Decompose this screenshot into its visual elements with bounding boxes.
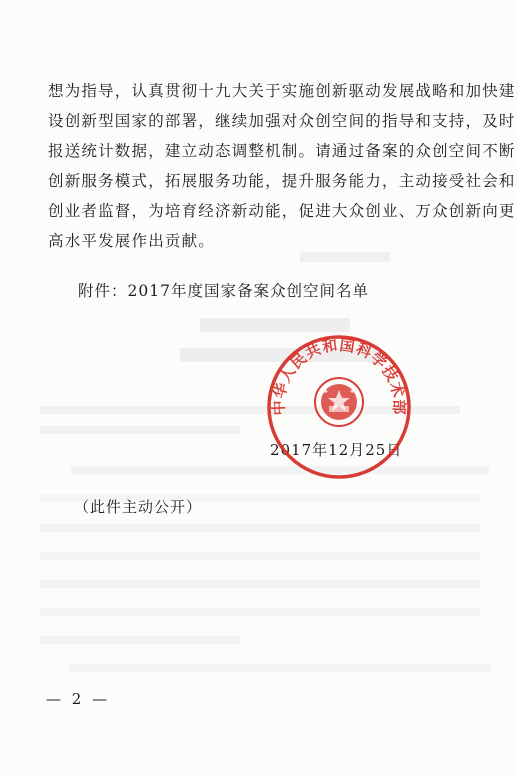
page-number: — 2 — — [46, 690, 111, 708]
issue-date: 2017年12月25日 — [270, 441, 403, 459]
body-paragraph — [48, 76, 516, 256]
disclosure-note: （此件主动公开） — [74, 498, 203, 516]
seal-center-text — [320, 432, 358, 444]
body-line: 创新服务模式，拓展服务功能，提升服务能力，主动接受社会和 — [48, 172, 516, 190]
body-line: 高水平发展作出贡献。 — [48, 232, 216, 250]
seal-org-text: 中华人民共和国科学技术部 — [269, 335, 409, 416]
official-seal-stamp — [264, 332, 414, 482]
attachment-line: 附件：2017年度国家备案众创空间名单 — [78, 282, 369, 300]
national-emblem-icon — [315, 378, 363, 426]
body-line: 设创新型国家的部署，继续加强对众创空间的指导和支持，及时 — [48, 112, 516, 130]
body-line: 创业者监督，为培育经济新动能，促进大众创业、万众创新向更 — [48, 202, 516, 220]
body-line: 想为指导，认真贯彻十九大关于实施创新驱动发展战略和加快建 — [48, 82, 516, 100]
body-line: 报送统计数据，建立动态调整机制。请通过备案的众创空间不断 — [48, 142, 516, 160]
